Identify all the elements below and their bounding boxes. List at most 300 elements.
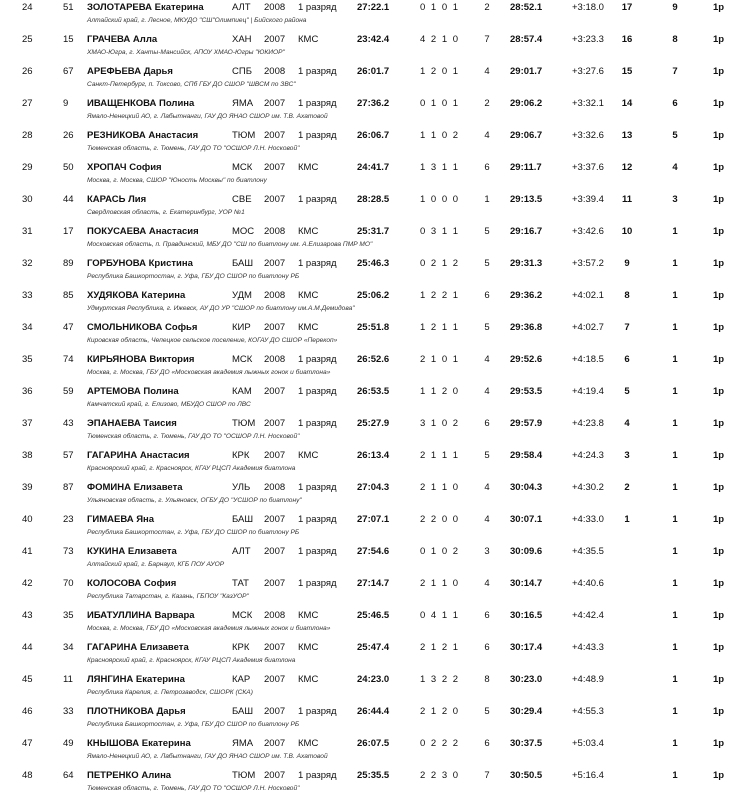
- birth-year-cell: 2008: [264, 354, 286, 365]
- athlete-name: ИБАТУЛЛИНА Варвара: [87, 610, 195, 621]
- points2-cell: 1: [672, 482, 678, 493]
- bib-cell: 44: [63, 194, 74, 205]
- ski-time-cell: 26:52.6: [357, 354, 390, 365]
- points-cell: 11: [621, 194, 633, 205]
- rank-cell: 1 разряд: [298, 2, 337, 13]
- points-cell: 10: [621, 226, 633, 237]
- result-time-cell: 29:13.5: [510, 194, 543, 205]
- region-cell: ТЮМ: [232, 770, 256, 781]
- region-cell: БАШ: [232, 258, 254, 269]
- bib-cell: 33: [63, 706, 74, 717]
- penalty-total-cell: 4: [484, 386, 490, 397]
- result-time-cell: 29:36.2: [510, 290, 543, 301]
- points2-cell: 1: [672, 226, 678, 237]
- club-subtitle: Республика Башкортостан, г. Уфа, ГБУ ДО СШОР по биатлону РБ: [87, 273, 300, 280]
- place-cell: 35: [22, 354, 33, 365]
- penalty-total-cell: 4: [484, 578, 490, 589]
- athlete-name: ХРОПАЧ София: [87, 162, 162, 173]
- penalty-total-cell: 6: [484, 162, 490, 173]
- bib-cell: 43: [63, 418, 74, 429]
- birth-year-cell: 2008: [264, 482, 286, 493]
- time-behind-cell: +4:40.6: [572, 578, 604, 589]
- table-row: [0, 544, 750, 576]
- penalty-total-cell: 4: [484, 130, 490, 141]
- athlete-name: ЛЯНГИНА Екатерина: [87, 674, 185, 685]
- bib-cell: 11: [63, 674, 73, 685]
- region-cell: БАШ: [232, 514, 254, 525]
- region-cell: КРК: [232, 642, 250, 653]
- points2-cell: 5: [672, 130, 678, 141]
- rank-cell: 1 разряд: [298, 706, 337, 717]
- club-subtitle: Москва, г. Москва, СШОР "Юность Москвы" по биатлону: [87, 177, 267, 184]
- ski-time-cell: 27:54.6: [357, 546, 390, 557]
- rank-cell: 1 разряд: [298, 386, 337, 397]
- bib-cell: 9: [63, 98, 69, 109]
- region-cell: ХАН: [232, 34, 252, 45]
- club-subtitle: Удмуртская Республика, г. Ижевск, АУ ДО УР "СШОР по биатлону им.А.М.Демидова": [87, 305, 355, 312]
- ski-time-cell: 23:42.4: [357, 34, 390, 45]
- shooting-cell: 2 1 1 1: [420, 450, 460, 461]
- place-cell: 42: [22, 578, 33, 589]
- points-cell: 16: [621, 34, 633, 45]
- athlete-name: ЗОЛОТАРЕВА Екатерина: [87, 2, 204, 13]
- table-row: [0, 512, 750, 544]
- points2-cell: 6: [672, 98, 678, 109]
- result-time-cell: 29:11.7: [510, 162, 542, 173]
- category-cell: 1р: [713, 514, 725, 525]
- region-cell: МСК: [232, 610, 253, 621]
- rank-cell: КМС: [298, 290, 319, 301]
- points-cell: 4: [624, 418, 630, 429]
- birth-year-cell: 2007: [264, 706, 286, 717]
- ski-time-cell: 26:13.4: [357, 450, 390, 461]
- place-cell: 37: [22, 418, 33, 429]
- region-cell: ТЮМ: [232, 418, 256, 429]
- region-cell: ЯМА: [232, 738, 254, 749]
- category-cell: 1р: [713, 450, 725, 461]
- category-cell: 1р: [713, 322, 725, 333]
- rank-cell: 1 разряд: [298, 354, 337, 365]
- region-cell: МОС: [232, 226, 255, 237]
- birth-year-cell: 2008: [264, 610, 286, 621]
- table-row: [0, 416, 750, 448]
- ski-time-cell: 26:01.7: [357, 66, 390, 77]
- category-cell: 1р: [713, 130, 725, 141]
- rank-cell: 1 разряд: [298, 578, 337, 589]
- rank-cell: 1 разряд: [298, 418, 337, 429]
- category-cell: 1р: [713, 34, 725, 45]
- penalty-total-cell: 7: [484, 34, 490, 45]
- athlete-name: ГОРБУНОВА Кристина: [87, 258, 193, 269]
- rank-cell: 1 разряд: [298, 258, 337, 269]
- penalty-total-cell: 6: [484, 610, 490, 621]
- table-row: [0, 32, 750, 64]
- points2-cell: 1: [672, 354, 678, 365]
- club-subtitle: Алтайский край, г. Барнаул, КГБ ПОУ АУОР: [87, 561, 225, 568]
- place-cell: 33: [22, 290, 33, 301]
- points2-cell: 1: [672, 770, 678, 781]
- ski-time-cell: 27:04.3: [357, 482, 390, 493]
- table-row: [0, 256, 750, 288]
- athlete-name: ЭПАНАЕВА Таисия: [87, 418, 177, 429]
- region-cell: АЛТ: [232, 2, 251, 13]
- category-cell: 1р: [713, 674, 725, 685]
- bib-cell: 87: [63, 482, 74, 493]
- time-behind-cell: +4:24.3: [572, 450, 604, 461]
- time-behind-cell: +3:42.6: [572, 226, 604, 237]
- result-time-cell: 30:29.4: [510, 706, 543, 717]
- bib-cell: 51: [63, 2, 74, 13]
- club-subtitle: Тюменская область, г. Тюмень, ГАУ ДО ТО "ОСШОР Л.Н. Носковой": [87, 785, 300, 792]
- birth-year-cell: 2007: [264, 546, 286, 557]
- rank-cell: 1 разряд: [298, 130, 337, 141]
- category-cell: 1р: [713, 258, 725, 269]
- category-cell: 1р: [713, 66, 725, 77]
- ski-time-cell: 26:07.5: [357, 738, 390, 749]
- place-cell: 28: [22, 130, 33, 141]
- category-cell: 1р: [713, 706, 725, 717]
- time-behind-cell: +4:43.3: [572, 642, 604, 653]
- time-behind-cell: +4:02.7: [572, 322, 604, 333]
- shooting-cell: 1 2 0 1: [420, 66, 460, 77]
- athlete-name: КАРАСЬ Лия: [87, 194, 147, 205]
- ski-time-cell: 28:28.5: [357, 194, 390, 205]
- table-row: [0, 704, 750, 736]
- region-cell: ТАТ: [232, 578, 249, 589]
- rank-cell: КМС: [298, 226, 319, 237]
- result-time-cell: 29:01.7: [510, 66, 543, 77]
- club-subtitle: Санкт-Петербург, п. Токсово, СПб ГБУ ДО СШОР "ШВСМ по ЗВС": [87, 81, 296, 88]
- category-cell: 1р: [713, 194, 725, 205]
- category-cell: 1р: [713, 226, 725, 237]
- time-behind-cell: +3:23.3: [572, 34, 604, 45]
- athlete-name: ФОМИНА Елизавета: [87, 482, 183, 493]
- penalty-total-cell: 6: [484, 290, 490, 301]
- birth-year-cell: 2008: [264, 2, 286, 13]
- club-subtitle: Республика Карелия, г. Петрозаводск, СШОРК (СКА): [87, 689, 253, 696]
- region-cell: КАР: [232, 674, 251, 685]
- region-cell: МСК: [232, 162, 253, 173]
- category-cell: 1р: [713, 386, 725, 397]
- rank-cell: КМС: [298, 162, 319, 173]
- place-cell: 31: [22, 226, 33, 237]
- table-row: [0, 768, 750, 800]
- result-time-cell: 30:17.4: [510, 642, 543, 653]
- club-subtitle: Алтайский край, г. Лесное, МКУДО "СШ"Олимпиец" | Бийского района: [87, 17, 307, 24]
- ski-time-cell: 26:44.4: [357, 706, 390, 717]
- ski-time-cell: 25:27.9: [357, 418, 390, 429]
- shooting-cell: 1 2 2 1: [420, 290, 460, 301]
- athlete-name: РЕЗНИКОВА Анастасия: [87, 130, 199, 141]
- shooting-cell: 0 1 0 1: [420, 2, 460, 13]
- table-row: [0, 0, 750, 32]
- rank-cell: КМС: [298, 674, 319, 685]
- athlete-name: КУКИНА Елизавета: [87, 546, 177, 557]
- birth-year-cell: 2007: [264, 674, 286, 685]
- points2-cell: 1: [672, 514, 678, 525]
- club-subtitle: Тюменская область, г. Тюмень, ГАУ ДО ТО "ОСШОР Л.Н. Носковой": [87, 145, 300, 152]
- time-behind-cell: +3:39.4: [572, 194, 604, 205]
- birth-year-cell: 2007: [264, 194, 286, 205]
- rank-cell: 1 разряд: [298, 770, 337, 781]
- bib-cell: 34: [63, 642, 74, 653]
- ski-time-cell: 25:46.3: [357, 258, 390, 269]
- region-cell: ЯМА: [232, 98, 254, 109]
- region-cell: КИР: [232, 322, 251, 333]
- result-time-cell: 29:36.8: [510, 322, 543, 333]
- penalty-total-cell: 5: [484, 450, 490, 461]
- points-cell: 17: [621, 2, 633, 13]
- table-row: [0, 128, 750, 160]
- athlete-name: ИВАЩЕНКОВА Полина: [87, 98, 195, 109]
- place-cell: 34: [22, 322, 33, 333]
- bib-cell: 73: [63, 546, 74, 557]
- category-cell: 1р: [713, 610, 725, 621]
- result-time-cell: 28:52.1: [510, 2, 543, 13]
- birth-year-cell: 2007: [264, 258, 286, 269]
- time-behind-cell: +3:37.6: [572, 162, 604, 173]
- table-row: [0, 96, 750, 128]
- penalty-total-cell: 8: [484, 674, 490, 685]
- bib-cell: 17: [63, 226, 74, 237]
- penalty-total-cell: 3: [484, 546, 490, 557]
- table-row: [0, 672, 750, 704]
- time-behind-cell: +4:18.5: [572, 354, 604, 365]
- category-cell: 1р: [713, 738, 725, 749]
- place-cell: 30: [22, 194, 33, 205]
- place-cell: 26: [22, 66, 33, 77]
- bib-cell: 89: [63, 258, 74, 269]
- time-behind-cell: +5:16.4: [572, 770, 604, 781]
- club-subtitle: Москва, г. Москва, ГБУ ДО «Московская академия лыжных гонок и биатлона»: [87, 369, 331, 376]
- athlete-name: ПОКУСАЕВА Анастасия: [87, 226, 199, 237]
- bib-cell: 50: [63, 162, 74, 173]
- bib-cell: 26: [63, 130, 74, 141]
- club-subtitle: Республика Татарстан, г. Казань, ГБПОУ "КазУОР": [87, 593, 249, 600]
- points2-cell: 4: [672, 162, 678, 173]
- rank-cell: 1 разряд: [298, 98, 337, 109]
- penalty-total-cell: 7: [484, 770, 490, 781]
- time-behind-cell: +3:18.0: [572, 2, 604, 13]
- place-cell: 24: [22, 2, 33, 13]
- points-cell: 1: [624, 514, 630, 525]
- shooting-cell: 1 1 2 0: [420, 386, 460, 397]
- time-behind-cell: +5:03.4: [572, 738, 604, 749]
- shooting-cell: 0 3 1 1: [420, 226, 460, 237]
- shooting-cell: 2 1 0 1: [420, 354, 460, 365]
- club-subtitle: Тюменская область, г. Тюмень, ГАУ ДО ТО "ОСШОР Л.Н. Носковой": [87, 433, 300, 440]
- penalty-total-cell: 4: [484, 482, 490, 493]
- place-cell: 32: [22, 258, 33, 269]
- points-cell: 6: [624, 354, 630, 365]
- penalty-total-cell: 4: [484, 514, 490, 525]
- region-cell: ТЮМ: [232, 130, 256, 141]
- birth-year-cell: 2008: [264, 66, 286, 77]
- points2-cell: 1: [672, 610, 678, 621]
- points2-cell: 1: [672, 258, 678, 269]
- result-time-cell: 29:53.5: [510, 386, 543, 397]
- birth-year-cell: 2007: [264, 130, 286, 141]
- time-behind-cell: +4:35.5: [572, 546, 604, 557]
- points2-cell: 1: [672, 642, 678, 653]
- time-behind-cell: +4:55.3: [572, 706, 604, 717]
- penalty-total-cell: 4: [484, 354, 490, 365]
- rank-cell: 1 разряд: [298, 482, 337, 493]
- table-row: [0, 288, 750, 320]
- place-cell: 39: [22, 482, 33, 493]
- birth-year-cell: 2007: [264, 418, 286, 429]
- rank-cell: КМС: [298, 450, 319, 461]
- ski-time-cell: 26:53.5: [357, 386, 390, 397]
- bib-cell: 49: [63, 738, 74, 749]
- place-cell: 41: [22, 546, 33, 557]
- rank-cell: КМС: [298, 322, 319, 333]
- club-subtitle: Ямало-Ненецкий АО, г. Лабытнанги, ГАУ ДО ЯНАО СШОР им. Т.В. Ахатовой: [87, 113, 328, 120]
- shooting-cell: 1 0 0 0: [420, 194, 460, 205]
- penalty-total-cell: 1: [484, 194, 490, 205]
- bib-cell: 35: [63, 610, 74, 621]
- points-cell: 8: [624, 290, 630, 301]
- place-cell: 36: [22, 386, 33, 397]
- time-behind-cell: +4:30.2: [572, 482, 604, 493]
- club-subtitle: Ямало-Ненецкий АО, г. Лабытнанги, ГАУ ДО ЯНАО СШОР им. Т.В. Ахатовой: [87, 753, 328, 760]
- table-row: [0, 576, 750, 608]
- shooting-cell: 1 1 0 2: [420, 130, 460, 141]
- category-cell: 1р: [713, 642, 725, 653]
- shooting-cell: 2 1 2 0: [420, 706, 460, 717]
- place-cell: 40: [22, 514, 33, 525]
- points-cell: 13: [621, 130, 633, 141]
- bib-cell: 23: [63, 514, 74, 525]
- result-time-cell: 30:23.0: [510, 674, 543, 685]
- points-cell: 12: [621, 162, 633, 173]
- time-behind-cell: +4:48.9: [572, 674, 604, 685]
- points2-cell: 1: [672, 450, 678, 461]
- shooting-cell: 1 3 1 1: [420, 162, 460, 173]
- athlete-name: ХУДЯКОВА Катерина: [87, 290, 186, 301]
- penalty-total-cell: 5: [484, 322, 490, 333]
- athlete-name: КОЛОСОВА София: [87, 578, 177, 589]
- place-cell: 44: [22, 642, 33, 653]
- ski-time-cell: 27:07.1: [357, 514, 390, 525]
- table-row: [0, 480, 750, 512]
- time-behind-cell: +4:33.0: [572, 514, 604, 525]
- ski-time-cell: 27:22.1: [357, 2, 390, 13]
- points2-cell: 1: [672, 578, 678, 589]
- place-cell: 38: [22, 450, 33, 461]
- birth-year-cell: 2008: [264, 290, 286, 301]
- bib-cell: 64: [63, 770, 74, 781]
- time-behind-cell: +4:02.1: [572, 290, 604, 301]
- place-cell: 48: [22, 770, 33, 781]
- time-behind-cell: +3:27.6: [572, 66, 604, 77]
- result-time-cell: 30:09.6: [510, 546, 543, 557]
- result-time-cell: 30:14.7: [510, 578, 543, 589]
- table-row: [0, 352, 750, 384]
- athlete-name: СМОЛЬНИКОВА Софья: [87, 322, 198, 333]
- bib-cell: 85: [63, 290, 74, 301]
- ski-time-cell: 25:46.5: [357, 610, 390, 621]
- athlete-name: ГАГАРИНА Анастасия: [87, 450, 190, 461]
- rank-cell: КМС: [298, 610, 319, 621]
- ski-time-cell: 25:47.4: [357, 642, 390, 653]
- shooting-cell: 2 1 1 0: [420, 482, 460, 493]
- club-subtitle: Республика Башкортостан, г. Уфа, ГБУ ДО СШОР по биатлону РБ: [87, 721, 300, 728]
- birth-year-cell: 2007: [264, 450, 286, 461]
- shooting-cell: 4 2 1 0: [420, 34, 460, 45]
- bib-cell: 70: [63, 578, 74, 589]
- table-row: [0, 64, 750, 96]
- region-cell: УЛЬ: [232, 482, 251, 493]
- table-row: [0, 608, 750, 640]
- region-cell: СПБ: [232, 66, 252, 77]
- region-cell: КРК: [232, 450, 250, 461]
- category-cell: 1р: [713, 418, 725, 429]
- birth-year-cell: 2007: [264, 578, 286, 589]
- time-behind-cell: +3:32.1: [572, 98, 604, 109]
- shooting-cell: 2 2 3 0: [420, 770, 460, 781]
- shooting-cell: 1 3 2 2: [420, 674, 460, 685]
- result-time-cell: 29:58.4: [510, 450, 543, 461]
- rank-cell: КМС: [298, 642, 319, 653]
- club-subtitle: Камчатский край, г. Елизово, МБУДО СШОР по ЛВС: [87, 401, 251, 408]
- birth-year-cell: 2007: [264, 98, 286, 109]
- club-subtitle: Москва, г. Москва, ГБУ ДО «Московская академия лыжных гонок и биатлона»: [87, 625, 331, 632]
- points2-cell: 1: [672, 290, 678, 301]
- table-row: [0, 448, 750, 480]
- birth-year-cell: 2008: [264, 226, 286, 237]
- table-row: [0, 640, 750, 672]
- bib-cell: 59: [63, 386, 74, 397]
- table-row: [0, 224, 750, 256]
- penalty-total-cell: 6: [484, 738, 490, 749]
- ski-time-cell: 26:06.7: [357, 130, 390, 141]
- points2-cell: 7: [672, 66, 678, 77]
- ski-time-cell: 27:14.7: [357, 578, 390, 589]
- club-subtitle: Свердловская область, г. Екатеринбург, УОР №1: [87, 209, 245, 216]
- bib-cell: 67: [63, 66, 74, 77]
- birth-year-cell: 2007: [264, 738, 286, 749]
- points-cell: 3: [624, 450, 630, 461]
- penalty-total-cell: 6: [484, 418, 490, 429]
- penalty-total-cell: 5: [484, 258, 490, 269]
- athlete-name: ПЕТРЕНКО Алина: [87, 770, 172, 781]
- result-time-cell: 30:37.5: [510, 738, 543, 749]
- penalty-total-cell: 2: [484, 98, 490, 109]
- shooting-cell: 2 2 0 0: [420, 514, 460, 525]
- result-time-cell: 30:16.5: [510, 610, 543, 621]
- bib-cell: 74: [63, 354, 74, 365]
- birth-year-cell: 2007: [264, 642, 286, 653]
- points-cell: 9: [624, 258, 630, 269]
- club-subtitle: Республика Башкортостан, г. Уфа, ГБУ ДО СШОР по биатлону РБ: [87, 529, 300, 536]
- points2-cell: 1: [672, 674, 678, 685]
- penalty-total-cell: 6: [484, 642, 490, 653]
- bib-cell: 15: [63, 34, 74, 45]
- place-cell: 45: [22, 674, 33, 685]
- points2-cell: 1: [672, 418, 678, 429]
- rank-cell: 1 разряд: [298, 66, 337, 77]
- athlete-name: АРТЕМОВА Полина: [87, 386, 179, 397]
- result-time-cell: 29:06.7: [510, 130, 543, 141]
- penalty-total-cell: 5: [484, 706, 490, 717]
- ski-time-cell: 27:36.2: [357, 98, 390, 109]
- time-behind-cell: +4:23.8: [572, 418, 604, 429]
- category-cell: 1р: [713, 770, 725, 781]
- penalty-total-cell: 5: [484, 226, 490, 237]
- rank-cell: 1 разряд: [298, 194, 337, 205]
- place-cell: 29: [22, 162, 33, 173]
